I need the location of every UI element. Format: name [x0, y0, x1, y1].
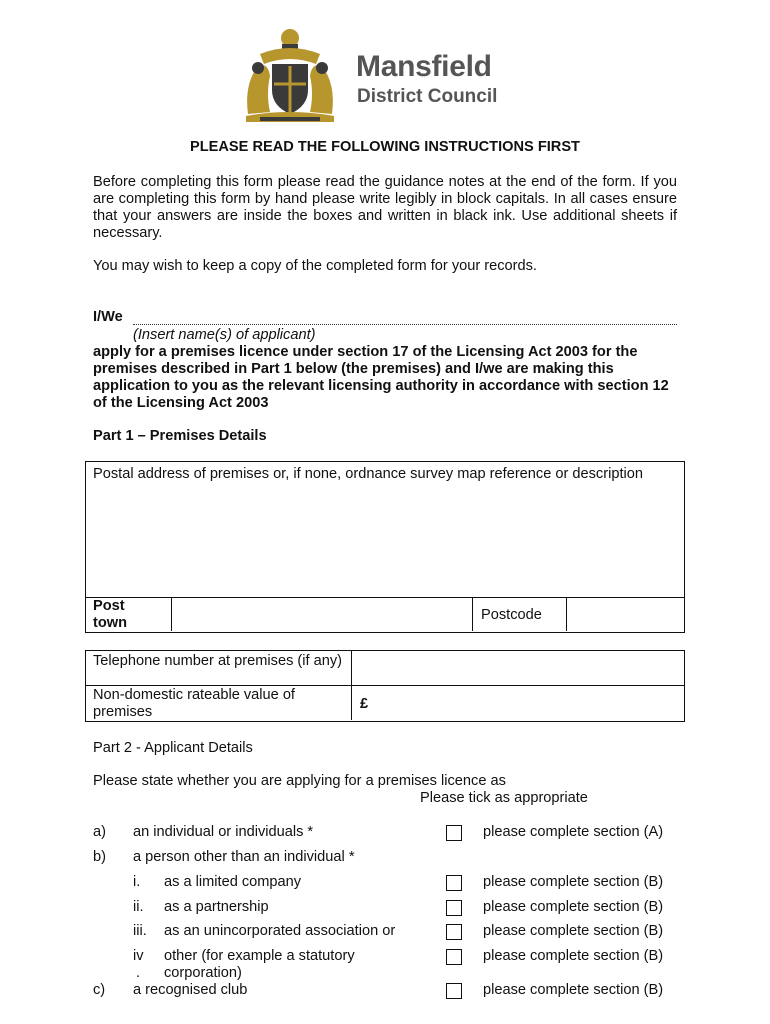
council-subtitle: District Council — [357, 86, 498, 107]
sub-option-number: i. — [133, 874, 141, 890]
option-recognised-club-label: a recognised club — [133, 982, 248, 998]
telephone-field[interactable] — [352, 651, 682, 684]
post-town-field[interactable] — [172, 598, 472, 631]
divider — [472, 598, 473, 631]
council-crest-logo — [240, 24, 340, 124]
part1-title: Part 1 – Premises Details — [93, 428, 267, 444]
post-town-label: Post town — [93, 598, 128, 631]
sub-option-number: iii. — [133, 923, 147, 939]
option-limited-company-label: as a limited company — [164, 874, 302, 890]
rateable-value-label: Non-domestic rateable value of premises — [93, 687, 295, 720]
sub-option-number: iv — [133, 948, 144, 964]
postcode-field[interactable] — [567, 598, 683, 631]
option-section-note: please complete section (B) — [483, 923, 664, 939]
rateable-value-field[interactable] — [352, 687, 682, 720]
option-unincorporated-checkbox[interactable] — [446, 924, 462, 940]
telephone-label: Telephone number at premises (if any) — [93, 653, 343, 669]
divider — [85, 685, 685, 686]
option-section-note: please complete section (A) — [483, 824, 664, 840]
premises-address-field[interactable] — [90, 505, 680, 593]
option-partnership-checkbox[interactable] — [446, 900, 462, 916]
applicant-type-question: Please state whether you are applying for a premises licence as — [93, 773, 506, 789]
tick-hint: Please tick as appropriate — [420, 790, 588, 806]
instructions-heading: PLEASE READ THE FOLLOWING INSTRUCTIONS FIRST — [190, 139, 580, 155]
option-other-label-cont: corporation) — [164, 965, 242, 981]
option-letter: b) — [93, 849, 106, 865]
option-partnership-label: as a partnership — [164, 899, 269, 915]
applicant-name-field[interactable] — [133, 323, 677, 325]
sub-option-number: ii. — [133, 899, 144, 915]
postcode-label: Postcode — [481, 607, 542, 623]
option-letter: a) — [93, 824, 106, 840]
option-non-individual-label: a person other than an individual * — [133, 849, 355, 865]
option-limited-company-checkbox[interactable] — [446, 875, 462, 891]
option-unincorporated-label: as an unincorporated association or — [164, 923, 396, 939]
option-recognised-club-checkbox[interactable] — [446, 983, 462, 999]
option-individual-checkbox[interactable] — [446, 825, 462, 841]
option-other-label: other (for example a statutory — [164, 948, 355, 964]
option-section-note: please complete section (B) — [483, 899, 664, 915]
part2-title: Part 2 - Applicant Details — [93, 740, 253, 756]
sub-option-number-dot: . — [136, 965, 141, 981]
option-other-checkbox[interactable] — [446, 949, 462, 965]
instructions-paragraph-1: Before completing this form please read the guidance notes at the end of the form. If you are completing this form by hand please write legibly in block capitals. In all cases ensure that your answers are inside the boxes and written in black ink. Use additional sheets if necessary. — [93, 174, 677, 241]
premises-address-label: Postal address of premises or, if none, ordnance survey map reference or description — [93, 466, 643, 482]
option-section-note: please complete section (B) — [483, 948, 664, 964]
option-section-note: please complete section (B) — [483, 874, 664, 890]
application-statement: apply for a premises licence under section 17 of the Licensing Act 2003 for the premises described in Part 1 below (the premises) and I/we are making this application to you as the relevant licensing authority in accordance with section 12 of the Licensing Act 2003 — [93, 344, 669, 411]
applicant-name-label: I/We — [93, 309, 123, 325]
instructions-paragraph-2: You may wish to keep a copy of the completed form for your records. — [93, 258, 537, 274]
council-name: Mansfield — [356, 50, 492, 83]
applicant-name-hint: (Insert name(s) of applicant) — [133, 327, 316, 343]
option-individual-label: an individual or individuals * — [133, 824, 314, 840]
option-letter: c) — [93, 982, 106, 998]
option-section-note: please complete section (B) — [483, 982, 664, 998]
currency-symbol: £ — [360, 696, 369, 712]
